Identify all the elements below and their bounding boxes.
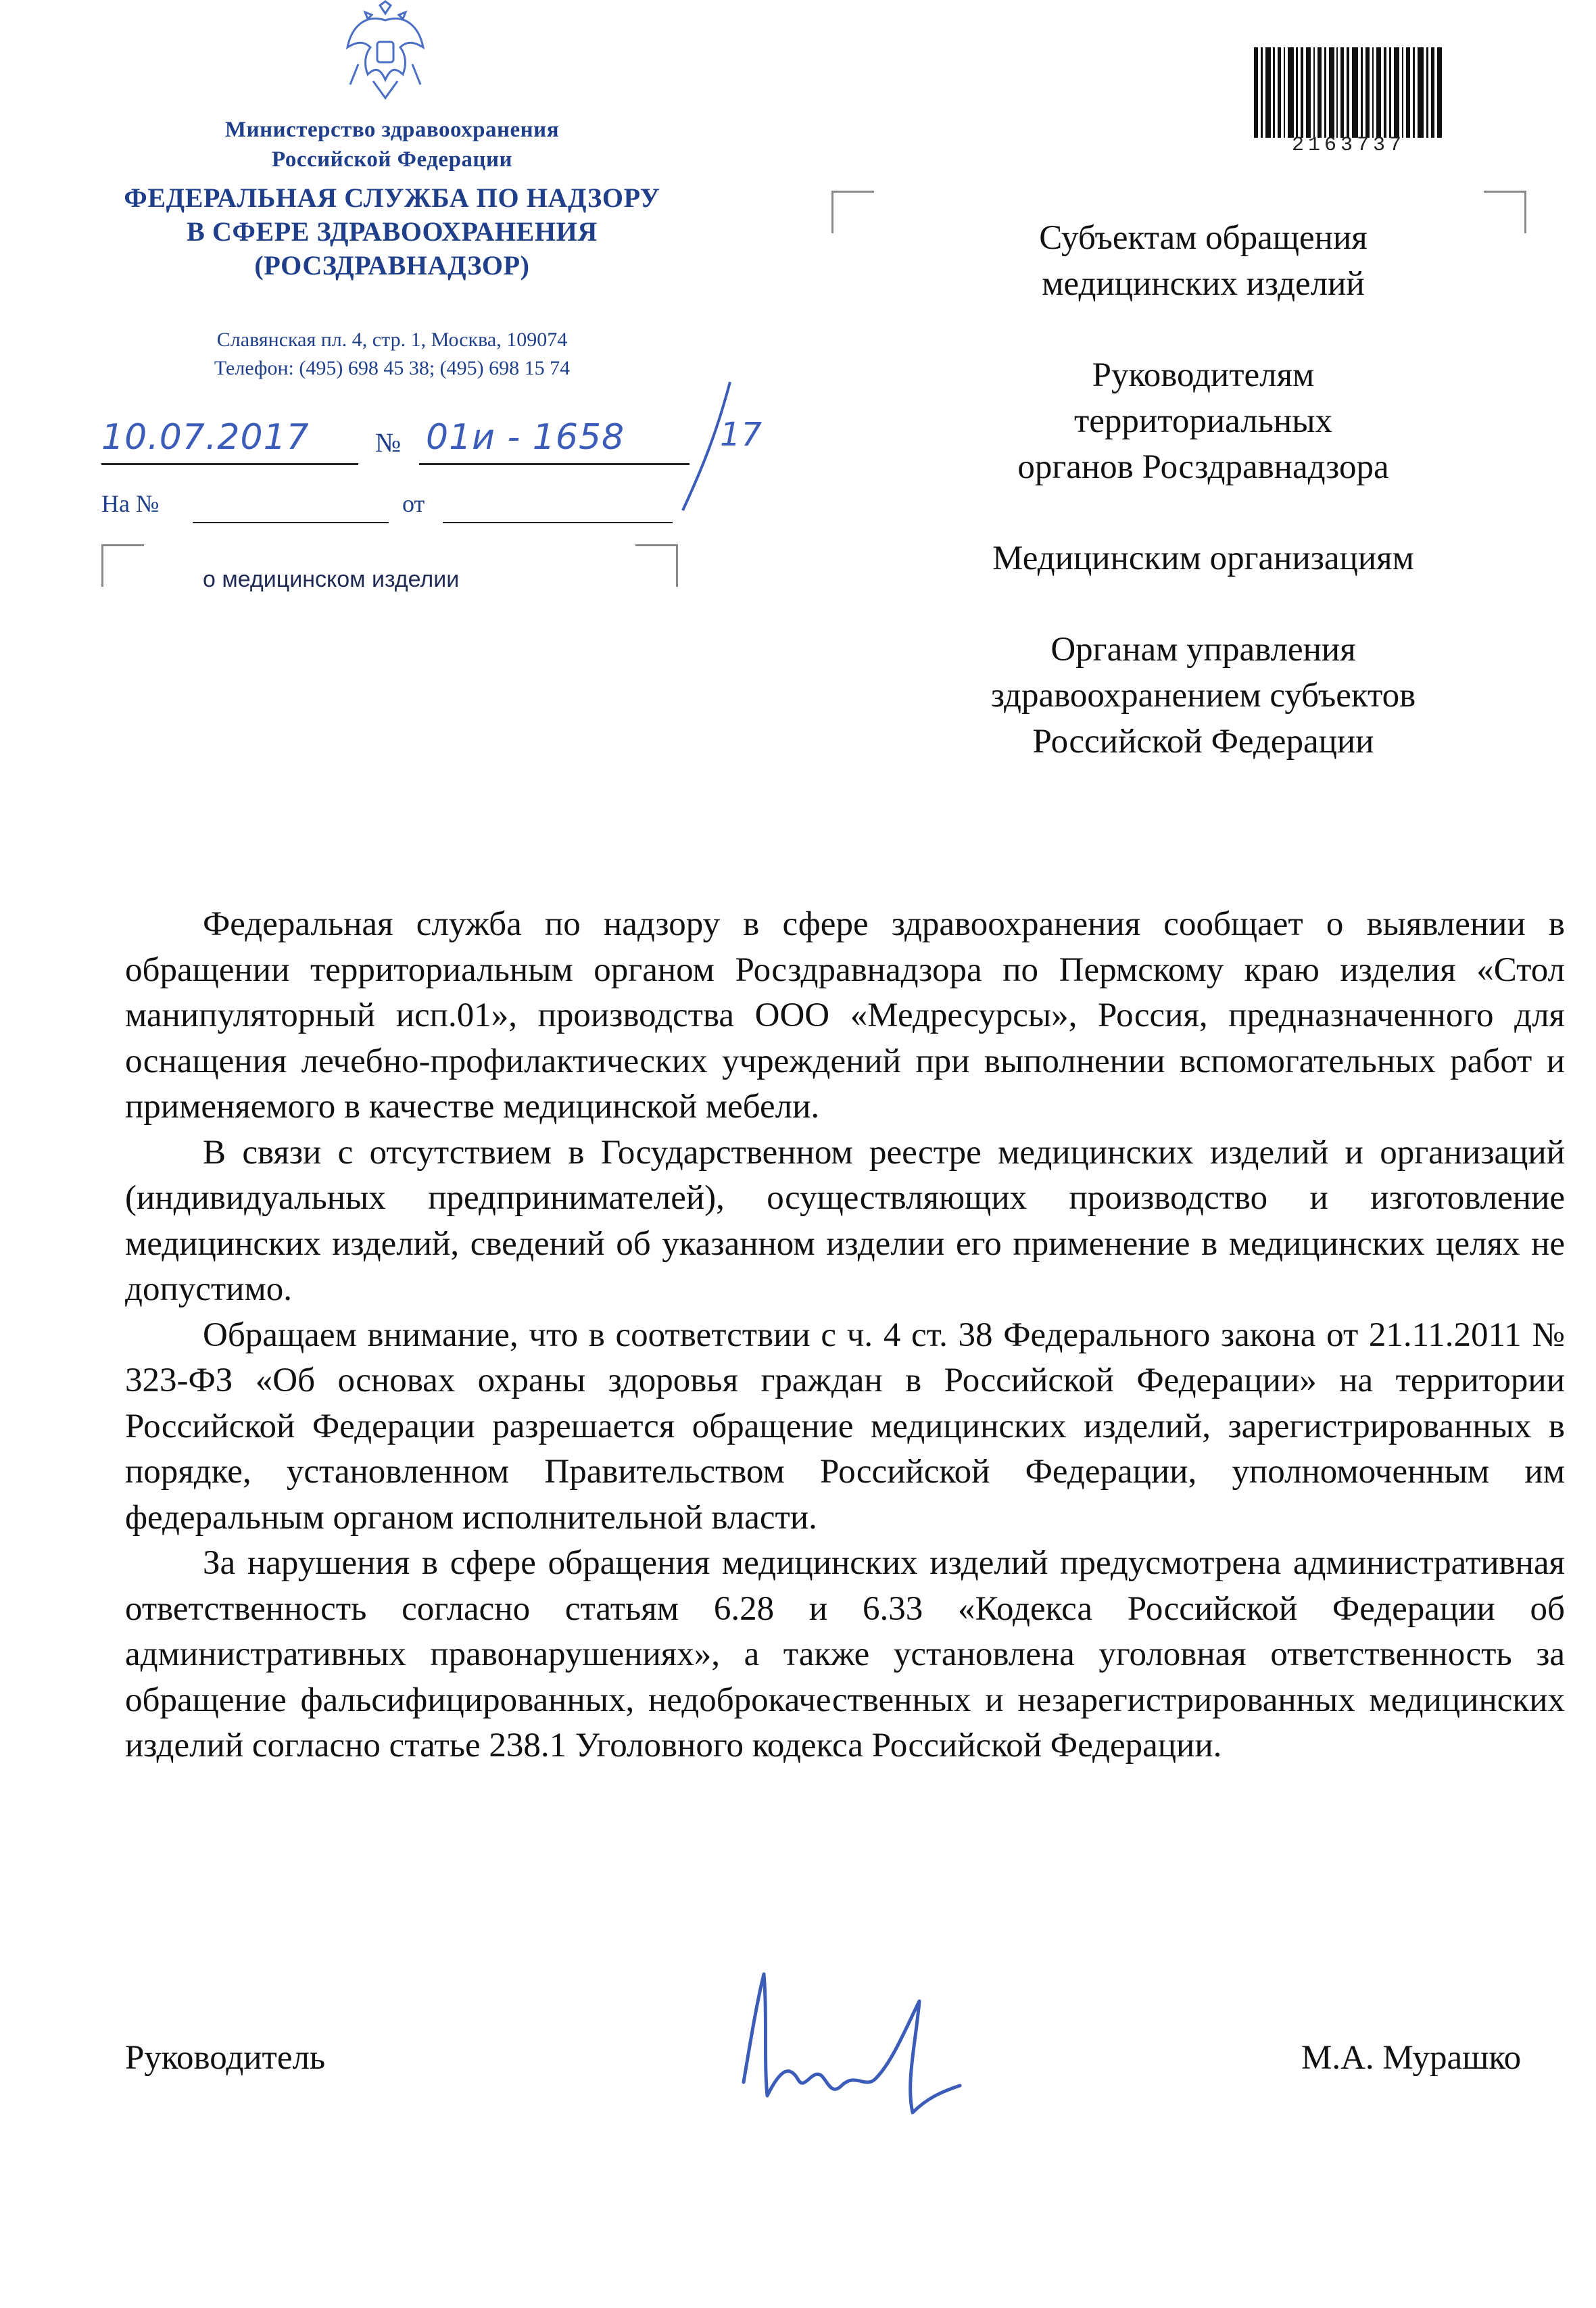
barcode-number: 2163737 — [1291, 134, 1406, 157]
coat-of-arms-emblem — [338, 0, 433, 101]
letter-body — [125, 902, 1565, 1769]
addressees-block — [913, 215, 1494, 810]
addressee-3-line-1: Медицинским организациям — [992, 539, 1414, 577]
signatory-name: М.А. Мурашко — [1301, 2039, 1522, 2077]
addressee-group-1 — [913, 215, 1494, 307]
addressee-4-line-3: Российской Федерации — [1032, 723, 1374, 761]
barcode — [1254, 47, 1443, 145]
service-line-2: В СФЕРЕ ЗДРАВООХРАНЕНИЯ — [187, 216, 598, 247]
reference-from-label: от — [402, 490, 425, 517]
addressee-2-line-3: органов Росздравнадзора — [1017, 448, 1389, 486]
subject-bracket-right — [635, 544, 678, 587]
addressee-group-3 — [913, 535, 1494, 581]
number-sign: № — [375, 427, 402, 458]
addressee-1-line-1: Субъектам обращения — [1039, 219, 1368, 257]
addressee-bracket-left — [831, 191, 874, 233]
addressee-2-line-2: территориальных — [1074, 402, 1332, 440]
reference-label: На № — [101, 490, 160, 517]
registration-number-suffix: 17 — [720, 416, 763, 454]
registration-number: 01и - 1658 — [426, 417, 625, 458]
service-phone: Телефон: (495) 698 45 38; (495) 698 15 74 — [214, 357, 571, 379]
addressee-4-line-1: Органам управления — [1050, 631, 1356, 669]
ministry-line-2: Российской Федерации — [272, 147, 512, 172]
service-address: Славянская пл. 4, стр. 1, Москва, 109074 — [216, 329, 568, 351]
body-paragraph-4: За нарушения в сфере обращения медицинских изделий предусмотрена административная ответственность согласно статьям 6.28 и 6.33 «Кодекса Российской Федерации об административных правонарушениях», а также установлена уголовная ответственность за обращение фальсифицированных, недоброкачественных и незарегистрированных медицинских изделий согласно статье 238.1 Уголовного кодекса Российской Федерации. — [125, 1544, 1565, 1764]
body-paragraph-3: Обращаем внимание, что в соответствии с ч. 4 ст. 38 Федерального закона от 21.11.2011 № 323-ФЗ «Об основах охраны здоровья граждан в Российской Федерации» на территории Российской Федерации разрешается обращение медицинских изделий, зарегистрированных в порядке, установленном Правительством Российской Федерации, уполномоченным им федеральным органом исполнительной власти. — [125, 1316, 1565, 1537]
addressee-group-4 — [913, 627, 1494, 765]
body-paragraph-1: Федеральная служба по надзору в сфере здравоохранения сообщает о выявлении в обращении территориальным органом Росздравнадзора по Пермскому краю изделия «Стол манипуляторный исп.01», производства ООО «Медресурсы», Россия, предназначенного для оснащения лечебно-профилактических учреждений при выполнении вспомогательных работ и применяемого в качестве медицинской мебели. — [125, 905, 1565, 1126]
service-line-3: (РОСЗДРАВНАДЗОР) — [254, 250, 530, 281]
subject-bracket-left — [101, 544, 144, 587]
addressee-4-line-2: здравоохранением субъектов — [990, 677, 1416, 715]
letter-subject: о медицинском изделии — [203, 567, 460, 592]
body-paragraph-2: В связи с отсутствием в Государственном реестре медицинских изделий и организаций (индивидуальных предпринимателей), осуществляющих производство и изготовление медицинских изделий, сведений об указанном изделии его применение в медицинских целях не допустимо. — [125, 1133, 1565, 1308]
signatory-title: Руководитель — [125, 2039, 326, 2077]
addressee-1-line-2: медицинских изделий — [1042, 265, 1365, 303]
registration-date: 10.07.2017 — [101, 417, 310, 458]
reference-row — [101, 487, 690, 534]
handwritten-signature — [703, 1961, 987, 2136]
addressee-group-2 — [913, 352, 1494, 490]
addressee-2-line-1: Руководителям — [1092, 356, 1315, 394]
service-line-1: ФЕДЕРАЛЬНАЯ СЛУЖБА ПО НАДЗОРУ — [124, 183, 660, 213]
ministry-line-1: Министерство здравоохранения — [224, 118, 560, 142]
